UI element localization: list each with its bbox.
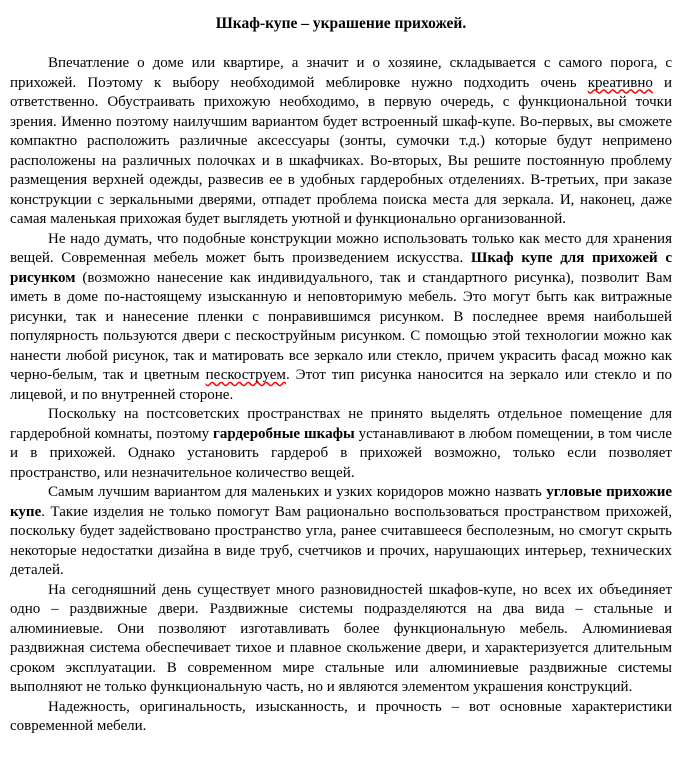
paragraph xyxy=(10,581,672,698)
text-run: и ответственно. Обустраивать прихожую необходимо, в первую очередь, с функциональной точки зрения. Именно поэтому наилучшим вариантом будет встроенный шкаф-купе. Во-первых, вы сможете компактно расположить различные аксессуары (зонты, сумочки т.д.) которые будут непримено расположены на различных полочках и в шкафчиках. Во-вторых, Вы решите постоянную проблему размещения верхней одежды, развесив ее в удобных гардеробных отделениях. В-третьих, при заказе конструкции с зеркальными дверями, отпадет проблема поиска места для зеркала. И, наконец, даже самая маленькая прихожая будет выглядеть уютной и функционально организованной. xyxy=(10,74,672,228)
text-run: (возможно нанесение как индивидуального, так и стандартного рисунка), позволит Вам иметь в доме по-настоящему изысканную и неповторимую мебель. Это могут быть как витражные рисунки, так и нанесение пленки с понравившимся рисунком. В последнее время наибольшей популярность пользуются двери с пескоструйным рисунком. С помощью этой технологии можно как нанести любой рисунок, так и матировать все зеркало или стекло, причем украсить фасад можно как черно-белым, так и цветным xyxy=(10,269,672,384)
document-title: Шкаф-купе – украшение прихожей. xyxy=(215,15,467,32)
paragraph xyxy=(10,405,672,483)
text-run: . Такие изделия не только помогут Вам рационально воспользоваться пространством прихожей, поскольку будет задействовано пространство угла, ранее считавшееся бесполезным, но смогут скрыть некоторые недостатки дизайна в виде труб, счетчиков и прочих, нарушающих интерьер, технических деталей. xyxy=(10,503,672,579)
paragraph xyxy=(10,54,672,230)
paragraph xyxy=(10,230,672,406)
text-run: . Этот тип рисунка наносится на зеркало или стекло и по лицевой, и по внутренней стороне. xyxy=(10,367,672,403)
text-run: Впечатление о доме или квартире, а значит и о хозяине, складывается с самого порога, с прихожей. Поэтому к выбору необходимой меблировке нужно подходить очень xyxy=(10,55,672,91)
bold-text-run: угловые прихожие купе xyxy=(10,484,673,520)
spellcheck-underlined-text: пескоструем xyxy=(205,367,286,384)
bold-text-run: гардеробные шкафы xyxy=(213,425,355,442)
text-run: Самым лучшим вариантом для маленьких и узких коридоров можно назвать xyxy=(48,484,547,501)
text-run: Надежность, оригинальность, изысканность, и прочность – вот основные характеристики современной мебели. xyxy=(10,698,672,735)
text-run: устанавливают в любом помещении, в том числе и в прихожей. Однако установить гардероб в прихожей возможно, только если позволяет пространство, или незначительное количество вещей. xyxy=(10,425,672,481)
text-run: На сегодняшний день существует много разновидностей шкафов-купе, но всех их объединяет одно – раздвижные двери. Раздвижные системы подразделяются на два вида – стальные и алюминиевые. Они позволяют изготавливать более функциональную мебель. Алюминиевая раздвижная система обеспечивает тихое и плавное скольжение двери, и характеризуется длительным сроком эксплуатации. В современном мире стальные или алюминиевые раздвижные системы выполняют не только функциональную часть, но и являются элементом украшения конструкций. xyxy=(10,581,672,696)
spellcheck-underlined-text: креативно xyxy=(587,74,653,91)
text-run: Не надо думать, что подобные конструкции можно использовать только как место для хранения вещей. Современная мебель может быть произведением искусства. xyxy=(10,230,672,267)
text-run: Поскольку на постсоветских пространствах не принято выделять отдельное помещение для гардеробной комнаты, поэтому xyxy=(10,406,672,442)
bold-text-run: Шкаф купе для прихожей с рисунком xyxy=(10,250,672,286)
document-body xyxy=(10,54,672,737)
paragraph xyxy=(10,698,672,737)
paragraph xyxy=(10,483,672,581)
